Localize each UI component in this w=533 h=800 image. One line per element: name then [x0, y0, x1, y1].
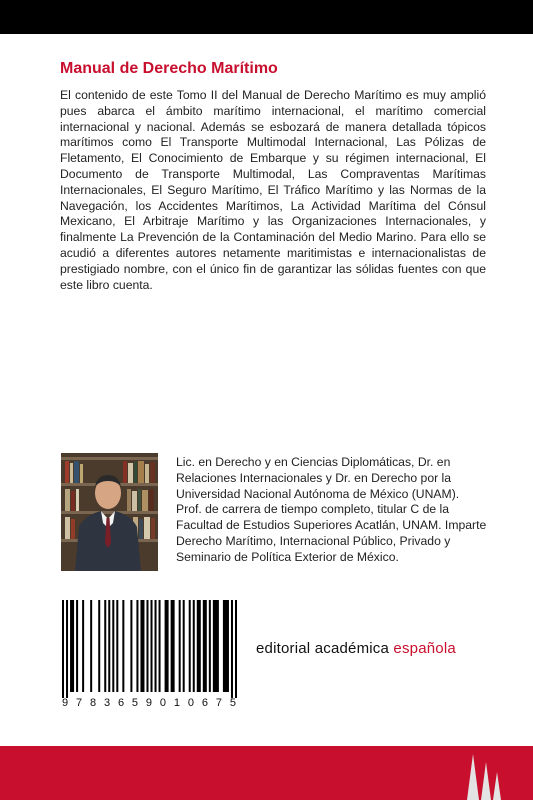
barcode-bar	[130, 600, 132, 692]
barcode-bar	[108, 600, 110, 692]
isbn-number	[62, 697, 237, 709]
barcode-bar	[62, 600, 64, 698]
publisher-name	[256, 640, 456, 657]
barcode-bar	[98, 600, 100, 692]
barcode-bar	[209, 600, 211, 692]
barcode-bar	[213, 600, 219, 692]
barcode-bar	[66, 600, 68, 698]
barcode-bar	[104, 600, 106, 692]
isbn-digit: 0	[159, 697, 168, 709]
isbn-digit: 5	[229, 697, 237, 709]
publisher-logo-icon	[459, 748, 507, 800]
barcode-bar	[76, 600, 78, 692]
barcode-bar	[165, 600, 169, 692]
barcode-bar	[223, 600, 229, 692]
barcode-bar	[140, 600, 144, 692]
barcode-bar	[136, 600, 138, 692]
barcode-bar	[82, 600, 84, 692]
publisher-name-accent: española	[393, 640, 456, 657]
barcode-bar	[193, 600, 195, 692]
isbn-digit: 7	[215, 697, 223, 709]
barcode-bar	[116, 600, 118, 692]
isbn-barcode	[62, 600, 237, 698]
isbn-digit: 0	[187, 697, 195, 709]
isbn-digit: 6	[201, 697, 209, 709]
barcode-bar	[179, 600, 181, 692]
bottom-red-band	[0, 746, 533, 800]
barcode-bar	[151, 600, 153, 692]
isbn-digit: 8	[89, 697, 98, 709]
author-photo-illustration	[61, 453, 158, 571]
isbn-digit: 9	[145, 697, 154, 709]
book-title: Manual de Derecho Marítimo	[60, 60, 278, 77]
barcode-bar	[155, 600, 157, 692]
barcode-bars	[62, 600, 237, 698]
author-photo	[61, 453, 158, 571]
barcode-bar	[171, 600, 175, 692]
publisher-name-main: editorial académica	[256, 640, 394, 657]
barcode-bar	[122, 600, 124, 692]
barcode-bar	[189, 600, 191, 692]
barcode-bar	[235, 600, 237, 698]
book-description: El contenido de este Tomo II del Manual de Derecho Marítimo es muy amplió pues abarca el ámbito marítimo internacional, el marítimo comercial internacional y nacional. Además se esbozará de manera detallada tópicos marítimos como El Transporte Multimodal Internacional, Las Pólizas de Fletamento, El Conocimiento de Embarque y su régimen internacional, El Documento de Transporte Multimodal, Las Compraventas Marítimas Internacionales, El Seguro Marítimo, El Tráfico Marítimo y las Normas de la Navegación, los Accidentes Marítimos, La Actividad Marítima del Cónsul Mexicano, El Arbitraje Marítimo y las Organizaciones Internacionales, y finalmente La Prevención de la Contaminación del Medio Marino. Para ello se acudió a diferentes autores netamente maritimistas e internacionalistas de prestigiado nombre, con el único fin de garantizar las sólidas fuentes con que este libro cuenta.	[60, 88, 486, 292]
barcode-bar	[70, 600, 74, 692]
author-bio: Lic. en Derecho y en Ciencias Diplomáticas, Dr. en Relaciones Internacionales y Dr. en Derecho por la Universidad Nacional Autónoma de México (UNAM). Prof. de carrera de tiempo completo, titular C de la Facultad de Estudios Superiores Acatlán, UNAM. Imparte Derecho Marítimo, Internacional Público, Privado y Seminario de Política Exterior de México.	[176, 455, 487, 564]
barcode-bar	[146, 600, 148, 692]
isbn-digit: 5	[131, 697, 140, 709]
barcode-bar	[197, 600, 201, 692]
top-black-band	[0, 0, 533, 34]
isbn-digit: 9	[62, 697, 70, 709]
barcode-bar	[183, 600, 185, 692]
barcode-bar	[112, 600, 114, 692]
barcode-bar	[231, 600, 233, 698]
isbn-digit: 1	[173, 697, 181, 709]
isbn-digit: 7	[75, 697, 84, 709]
isbn-digit: 3	[103, 697, 112, 709]
barcode-bar	[90, 600, 92, 692]
barcode-bar	[159, 600, 161, 692]
barcode-bar	[203, 600, 207, 692]
isbn-digit: 6	[117, 697, 126, 709]
